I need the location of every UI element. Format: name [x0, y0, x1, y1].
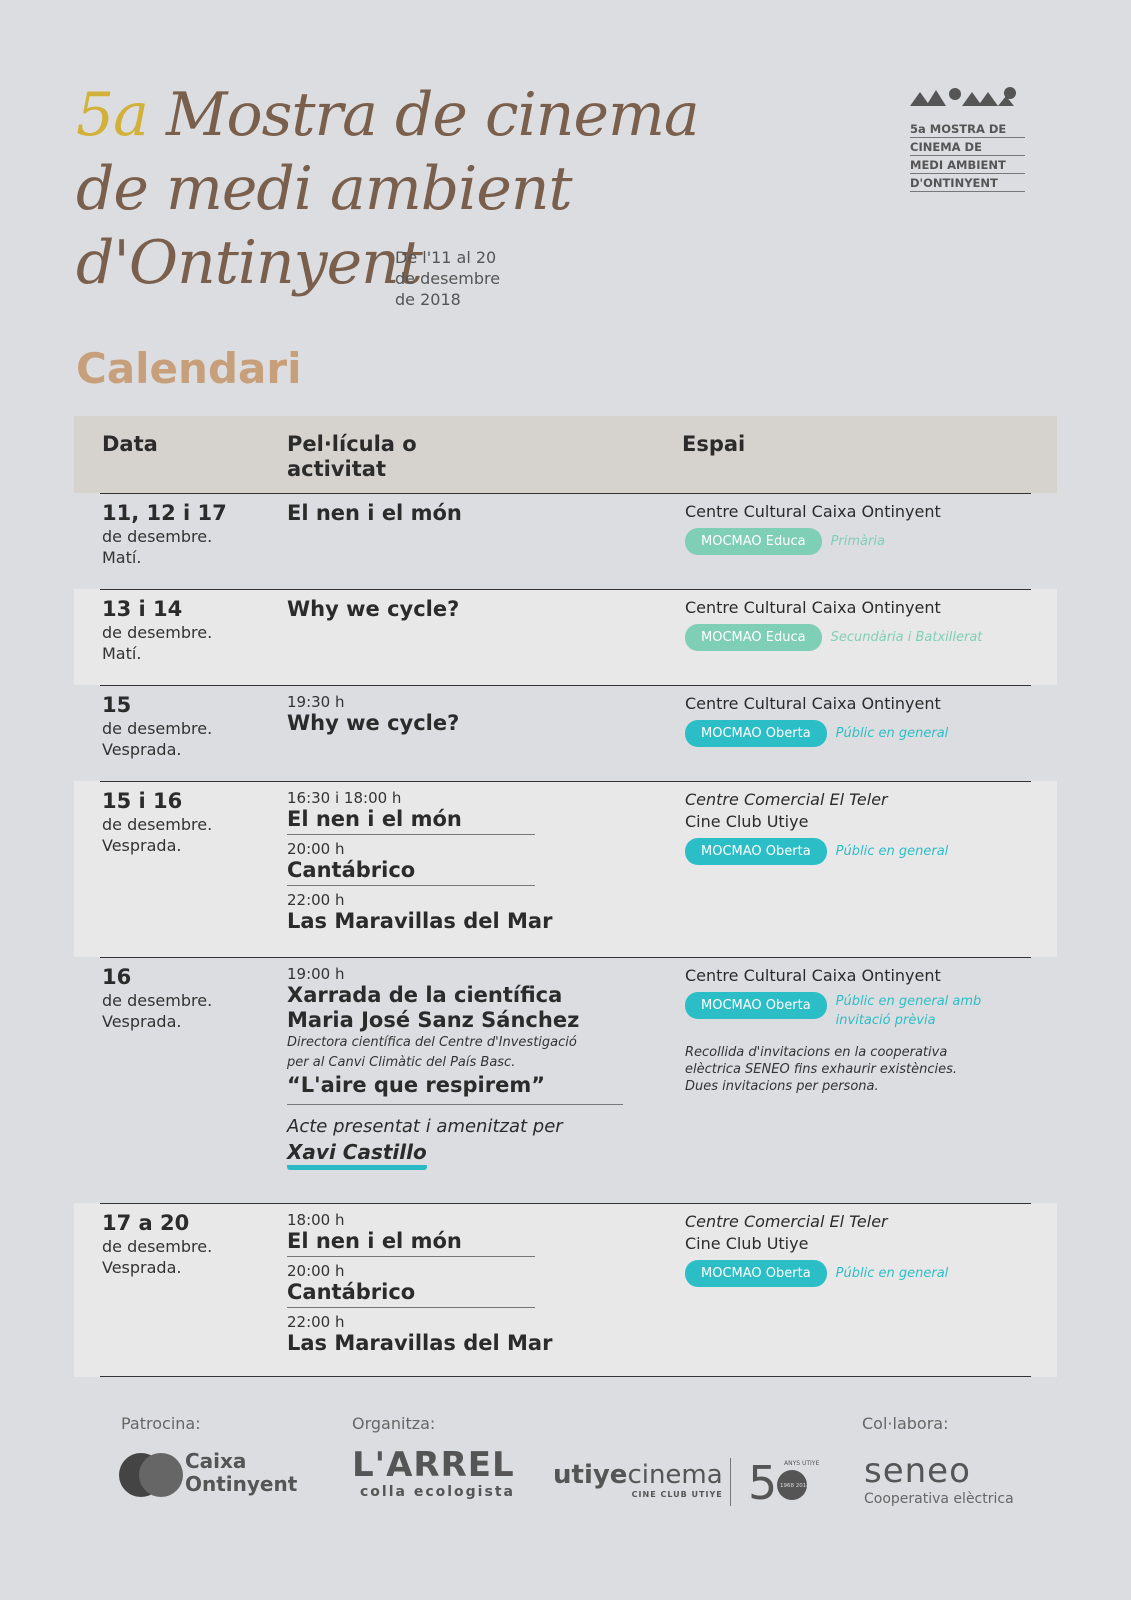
table-row	[74, 685, 1057, 781]
film-cell: 19:30 h Why we cycle?	[287, 693, 460, 735]
header-date: Data	[102, 432, 158, 456]
title-line-2: de medi ambient	[76, 154, 572, 224]
venue-cell: Centre Comercial El Teler Cine Club Utiye MOCMAO Oberta Públic en general	[685, 789, 1045, 865]
table-row	[74, 1203, 1057, 1377]
film-cell: Why we cycle?	[287, 597, 460, 621]
seneo-logo: seneo Cooperativa elèctrica	[864, 1451, 1014, 1507]
venue-cell: Centre Cultural Caixa Ontinyent MOCMAO Educa Primària	[685, 501, 1045, 555]
organizer-label: Organitza:	[352, 1414, 436, 1433]
category-badge: MOCMAO Oberta	[685, 992, 827, 1019]
caixa-ontinyent-logo: Caixa Ontinyent	[119, 1450, 299, 1500]
anniversary-years: 1968 2018	[780, 1483, 810, 1489]
audience-label: Secundària i Batxillerat	[830, 630, 983, 645]
larrel-logo: L'ARREL colla ecologista	[352, 1445, 515, 1500]
festival-dates: De l'11 al 20 de desembre de 2018	[395, 248, 501, 309]
venue-cell: Centre Comercial El Teler Cine Club Utiye MOCMAO Oberta Públic en general	[685, 1211, 1045, 1287]
invitation-note: Recollida d'invitacions en la cooperativa elèctrica SENEO fins exhaurir existències. Dues invitacions per persona.	[685, 1045, 958, 1094]
film-cell: El nen i el món	[287, 501, 462, 525]
category-badge: MOCMAO Oberta	[685, 1260, 827, 1287]
sponsor-label: Patrocina:	[121, 1414, 201, 1433]
mocmao-logo: 5a MOSTRA DE CINEMA DE MEDI AMBIENT D'ONTINYENT	[910, 84, 1025, 192]
date-cell: 17 a 20 de desembre. Vesprada.	[102, 1211, 213, 1277]
category-badge: MOCMAO Educa	[685, 528, 822, 555]
header-venue: Espai	[682, 432, 746, 456]
date-cell: 15 de desembre. Vesprada.	[102, 693, 213, 759]
audience-label: Públic en general amb invitació prèvia	[835, 994, 982, 1028]
collaborator-label: Col·labora:	[862, 1414, 949, 1433]
caixa-circle-icon	[139, 1453, 183, 1497]
title-line-1: 5a Mostra de cinema	[76, 80, 699, 150]
date-cell: 15 i 16 de desembre. Vesprada.	[102, 789, 213, 855]
table-row	[74, 781, 1057, 957]
audience-label: Públic en general	[835, 1266, 949, 1281]
category-badge: MOCMAO Educa	[685, 624, 822, 651]
venue-cell: Centre Cultural Caixa Ontinyent MOCMAO Oberta Públic en general amb invitació prèvia Recollida d'invitacions en la cooperativa elèctrica SENEO fins exhaurir existències. Dues invitacions per persona.	[685, 965, 1045, 1095]
header-film: Pel·lícula o activitat	[287, 432, 417, 481]
audience-label: Públic en general	[835, 844, 949, 859]
film-cell: 19:00 h Xarrada de la científica Maria José Sanz Sánchez Directora científica del Centre d'Investigació per al Canvi Climàtic del País Basc. “L'aire que respirem” Acte presentat i amenitzat per Xavi Castillo	[287, 965, 647, 1170]
date-cell: 16 de desembre. Vesprada.	[102, 965, 213, 1031]
table-row	[74, 493, 1057, 589]
venue-cell: Centre Cultural Caixa Ontinyent MOCMAO Oberta Públic en general	[685, 693, 1045, 747]
date-cell: 11, 12 i 17 de desembre. Matí.	[102, 501, 227, 567]
festival-title	[76, 78, 699, 300]
title-line-3: d'Ontinyent	[76, 228, 422, 298]
category-badge: MOCMAO Oberta	[685, 720, 827, 747]
svg-text:5: 5	[748, 1456, 778, 1510]
film-cell: 16:30 i 18:00 h El nen i el món 20:00 h Cantábrico 22:00 h Las Maravillas del Mar	[287, 789, 553, 933]
edition-number: 5a	[76, 80, 148, 150]
table-row	[74, 957, 1057, 1203]
talk-title: “L'aire que respirem”	[287, 1073, 546, 1097]
table-row	[74, 589, 1057, 685]
section-title: Calendari	[76, 344, 302, 393]
mountains-icon	[910, 84, 1025, 108]
utiye-cinema-logo: utiyecinema CINE CLUB UTIYE	[553, 1460, 723, 1499]
audience-label: Públic en general	[835, 726, 949, 741]
host-name: Xavi Castillo	[287, 1139, 427, 1170]
audience-label: Primària	[830, 534, 885, 549]
anniversary-label: ANYS UTIYE	[784, 1460, 820, 1467]
date-cell: 13 i 14 de desembre. Matí.	[102, 597, 213, 663]
fifty-years-logo	[748, 1455, 820, 1510]
film-cell: 18:00 h El nen i el món 20:00 h Cantábrico 22:00 h Las Maravillas del Mar	[287, 1211, 553, 1355]
category-badge: MOCMAO Oberta	[685, 838, 827, 865]
table-header	[74, 416, 1057, 493]
venue-cell: Centre Cultural Caixa Ontinyent MOCMAO Educa Secundària i Batxillerat	[685, 597, 1045, 651]
logo-divider	[730, 1458, 731, 1506]
